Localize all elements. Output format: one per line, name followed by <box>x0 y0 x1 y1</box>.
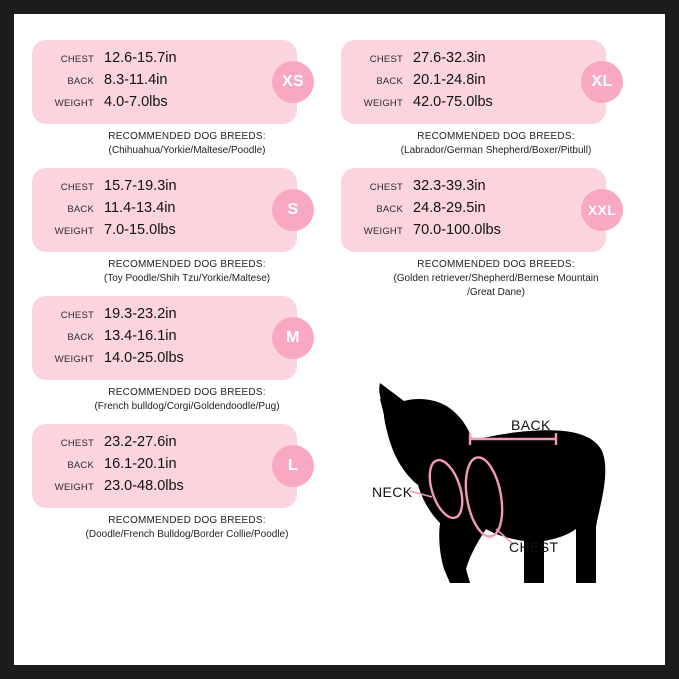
value-weight: 23.0-48.0lbs <box>104 478 184 494</box>
row-weight <box>32 350 297 372</box>
breeds-heading: RECOMMENDED DOG BREEDS: <box>108 515 266 526</box>
size-block-xxl <box>341 168 651 300</box>
breeds-list: (Doodle/French Bulldog/Border Collie/Poodle) <box>85 529 289 540</box>
diagram-label-neck: NECK <box>372 484 413 500</box>
breeds-list: (Golden retriever/Shepherd/Bernese Mountain <box>393 273 599 284</box>
size-badge-l: L <box>272 445 314 487</box>
label-back: BACK <box>67 332 94 343</box>
diagram-label-chest: CHEST <box>509 539 559 555</box>
row-weight <box>32 478 297 500</box>
breeds-list: (Toy Poodle/Shih Tzu/Yorkie/Maltese) <box>103 273 271 284</box>
breeds-heading: RECOMMENDED DOG BREEDS: <box>417 131 575 142</box>
size-chart-page <box>14 14 665 665</box>
breeds-heading: RECOMMENDED DOG BREEDS: <box>108 259 266 270</box>
value-back: 24.8-29.5in <box>413 200 486 216</box>
size-block-xl <box>341 40 651 158</box>
value-chest: 19.3-23.2in <box>104 306 177 322</box>
diagram-label-back: BACK <box>511 417 551 433</box>
row-back <box>32 328 297 350</box>
label-chest: CHEST <box>60 182 94 193</box>
label-chest: CHEST <box>369 182 403 193</box>
label-back: BACK <box>376 76 403 87</box>
label-weight: WEIGHT <box>54 482 94 493</box>
dog-measurement-diagram <box>344 369 654 619</box>
size-block-l <box>32 424 342 542</box>
row-weight <box>32 222 297 244</box>
value-back: 16.1-20.1in <box>104 456 177 472</box>
label-back: BACK <box>67 460 94 471</box>
breeds-heading: RECOMMENDED DOG BREEDS: <box>108 387 266 398</box>
label-back: BACK <box>67 204 94 215</box>
row-weight <box>341 222 606 244</box>
value-chest: 12.6-15.7in <box>104 50 177 66</box>
label-weight: WEIGHT <box>54 98 94 109</box>
row-chest <box>32 434 297 456</box>
size-badge-m: M <box>272 317 314 359</box>
label-weight: WEIGHT <box>363 98 403 109</box>
size-card-xs <box>32 40 304 124</box>
value-back: 8.3-11.4in <box>104 72 168 88</box>
value-chest: 32.3-39.3in <box>413 178 486 194</box>
size-badge-xs: XS <box>272 61 314 103</box>
label-chest: CHEST <box>369 54 403 65</box>
value-weight: 4.0-7.0lbs <box>104 94 168 110</box>
value-chest: 15.7-19.3in <box>104 178 177 194</box>
row-chest <box>341 50 606 72</box>
value-weight: 70.0-100.0lbs <box>413 222 501 238</box>
size-block-xs <box>32 40 342 158</box>
row-back <box>341 72 606 94</box>
row-back <box>32 456 297 478</box>
breeds-m <box>32 386 342 414</box>
breeds-heading: RECOMMENDED DOG BREEDS: <box>108 131 266 142</box>
size-block-m <box>32 296 342 414</box>
value-weight: 14.0-25.0lbs <box>104 350 184 366</box>
value-chest: 23.2-27.6in <box>104 434 177 450</box>
breeds-xl <box>341 130 651 158</box>
breeds-xxl <box>341 258 651 300</box>
row-weight <box>32 94 297 116</box>
label-chest: CHEST <box>60 438 94 449</box>
value-chest: 27.6-32.3in <box>413 50 486 66</box>
label-chest: CHEST <box>60 54 94 65</box>
size-badge-xl: XL <box>581 61 623 103</box>
row-back <box>32 72 297 94</box>
breeds-list-2: /Great Dane) <box>467 287 525 298</box>
column-right <box>341 40 651 310</box>
breeds-heading: RECOMMENDED DOG BREEDS: <box>417 259 575 270</box>
row-back <box>341 200 606 222</box>
row-chest <box>32 178 297 200</box>
size-block-s <box>32 168 342 286</box>
size-card-xxl <box>341 168 617 252</box>
breeds-list: (Labrador/German Shepherd/Boxer/Pitbull) <box>400 145 592 156</box>
label-weight: WEIGHT <box>363 226 403 237</box>
size-card-s <box>32 168 297 252</box>
label-weight: WEIGHT <box>54 354 94 365</box>
size-card-xl <box>341 40 613 124</box>
breeds-list: (French bulldog/Corgi/Goldendoodle/Pug) <box>94 401 280 412</box>
breeds-l <box>32 514 342 542</box>
size-card-l <box>32 424 297 508</box>
value-weight: 42.0-75.0lbs <box>413 94 493 110</box>
value-back: 13.4-16.1in <box>104 328 177 344</box>
breeds-xs <box>32 130 342 158</box>
value-weight: 7.0-15.0lbs <box>104 222 176 238</box>
size-badge-xxl: XXL <box>581 189 623 231</box>
column-left <box>32 40 342 552</box>
value-back: 20.1-24.8in <box>413 72 486 88</box>
breeds-s <box>32 258 342 286</box>
label-back: BACK <box>67 76 94 87</box>
row-chest <box>32 306 297 328</box>
size-card-m <box>32 296 300 380</box>
label-weight: WEIGHT <box>54 226 94 237</box>
row-chest <box>341 178 606 200</box>
breeds-list: (Chihuahua/Yorkie/Maltese/Poodle) <box>108 145 266 156</box>
size-badge-s: S <box>272 189 314 231</box>
row-chest <box>32 50 297 72</box>
label-chest: CHEST <box>60 310 94 321</box>
row-weight <box>341 94 606 116</box>
value-back: 11.4-13.4in <box>104 200 176 216</box>
row-back <box>32 200 297 222</box>
label-back: BACK <box>376 204 403 215</box>
